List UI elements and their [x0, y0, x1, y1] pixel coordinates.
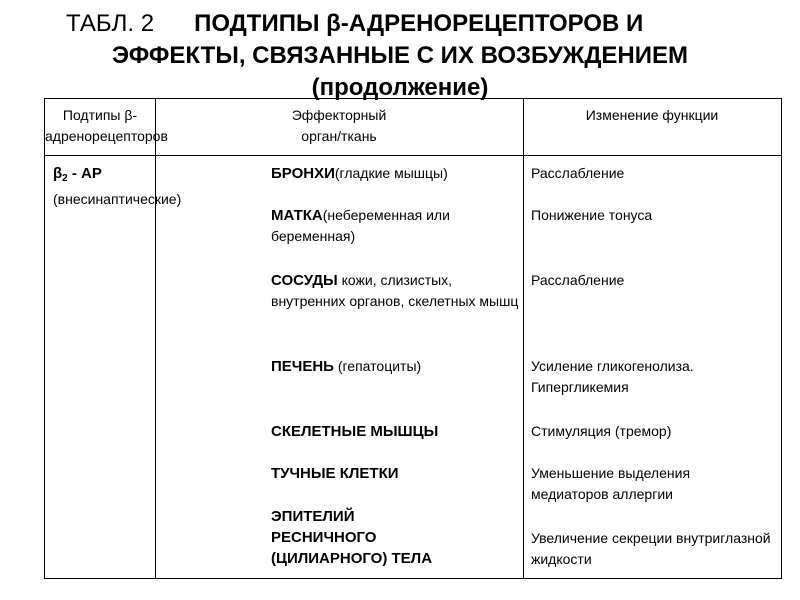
title-line-3: (продолжение) — [311, 74, 489, 101]
column-divider — [523, 99, 524, 578]
organ-row — [271, 421, 521, 442]
header-function-label: Изменение функции — [585, 107, 719, 123]
organ-name: ПЕЧЕНЬ — [271, 358, 334, 375]
header-subtypes-line2: адренорецепторов — [45, 128, 168, 144]
effect-row: Усиление гликогенолиза. Гипергликемия — [531, 358, 694, 395]
organ-name: МАТКА — [271, 207, 323, 224]
title-line-1-text: ПОДТИПЫ β-АДРЕНОРЕЦЕПТОРОВ И — [194, 10, 644, 37]
organ-detail: (гепатоциты) — [333, 358, 422, 374]
effect-row: Понижение тонуса — [531, 207, 653, 223]
effect-row: Расслабление — [531, 165, 625, 181]
header-organ-line1: Эффекторный — [291, 107, 387, 123]
column-divider — [155, 99, 156, 578]
organ-row — [271, 163, 521, 184]
organ-row — [271, 463, 521, 484]
slide-title — [0, 8, 800, 104]
header-subtypes-line1: Подтипы β- — [62, 107, 138, 123]
organ-row — [271, 205, 521, 247]
header-subtypes — [45, 105, 168, 147]
organ-row — [271, 356, 521, 377]
table-number: ТАБЛ. 2 — [66, 10, 155, 37]
organ-name: СКЕЛЕТНЫЕ МЫШЦЫ — [271, 423, 439, 440]
header-organ-line2: орган/ткань — [301, 128, 377, 144]
subtype-name: $\beta_2$ - АР — [53, 165, 102, 184]
receptor-table — [44, 98, 782, 579]
header-divider — [45, 155, 781, 156]
effect-row: Стимуляция (тремор) — [531, 423, 672, 439]
title-line-1 — [0, 8, 800, 40]
organ-detail: (гладкие мышцы) — [334, 165, 448, 181]
organ-row — [271, 506, 446, 569]
effect-row: Расслабление — [531, 272, 625, 288]
organ-name: БРОНХИ — [271, 165, 335, 182]
organ-detail: (небеременная или беременная) — [271, 207, 450, 244]
organ-name: ТУЧНЫЕ КЛЕТКИ — [271, 465, 399, 482]
organ-name: ЭПИТЕЛИЙ РЕСНИЧНОГО (ЦИЛИАРНОГО) ТЕЛА — [271, 508, 433, 567]
subtype-note: (внесинаптические) — [53, 191, 182, 207]
organ-detail: кожи, слизистых, внутренних органов, скелетных мышц — [271, 272, 519, 309]
header-organ — [155, 105, 523, 147]
organ-row — [271, 270, 521, 312]
subtype-cell — [53, 163, 182, 210]
organ-name: СОСУДЫ — [271, 272, 338, 289]
title-line-2: ЭФФЕКТЫ, СВЯЗАННЫЕ С ИХ ВОЗБУЖДЕНИЕМ — [112, 42, 688, 69]
effect-row: Увеличение секреции внутриглазной жидкости — [531, 530, 771, 567]
effect-row: Уменьшение выделения медиаторов аллергии — [531, 465, 691, 502]
header-function — [523, 105, 781, 126]
